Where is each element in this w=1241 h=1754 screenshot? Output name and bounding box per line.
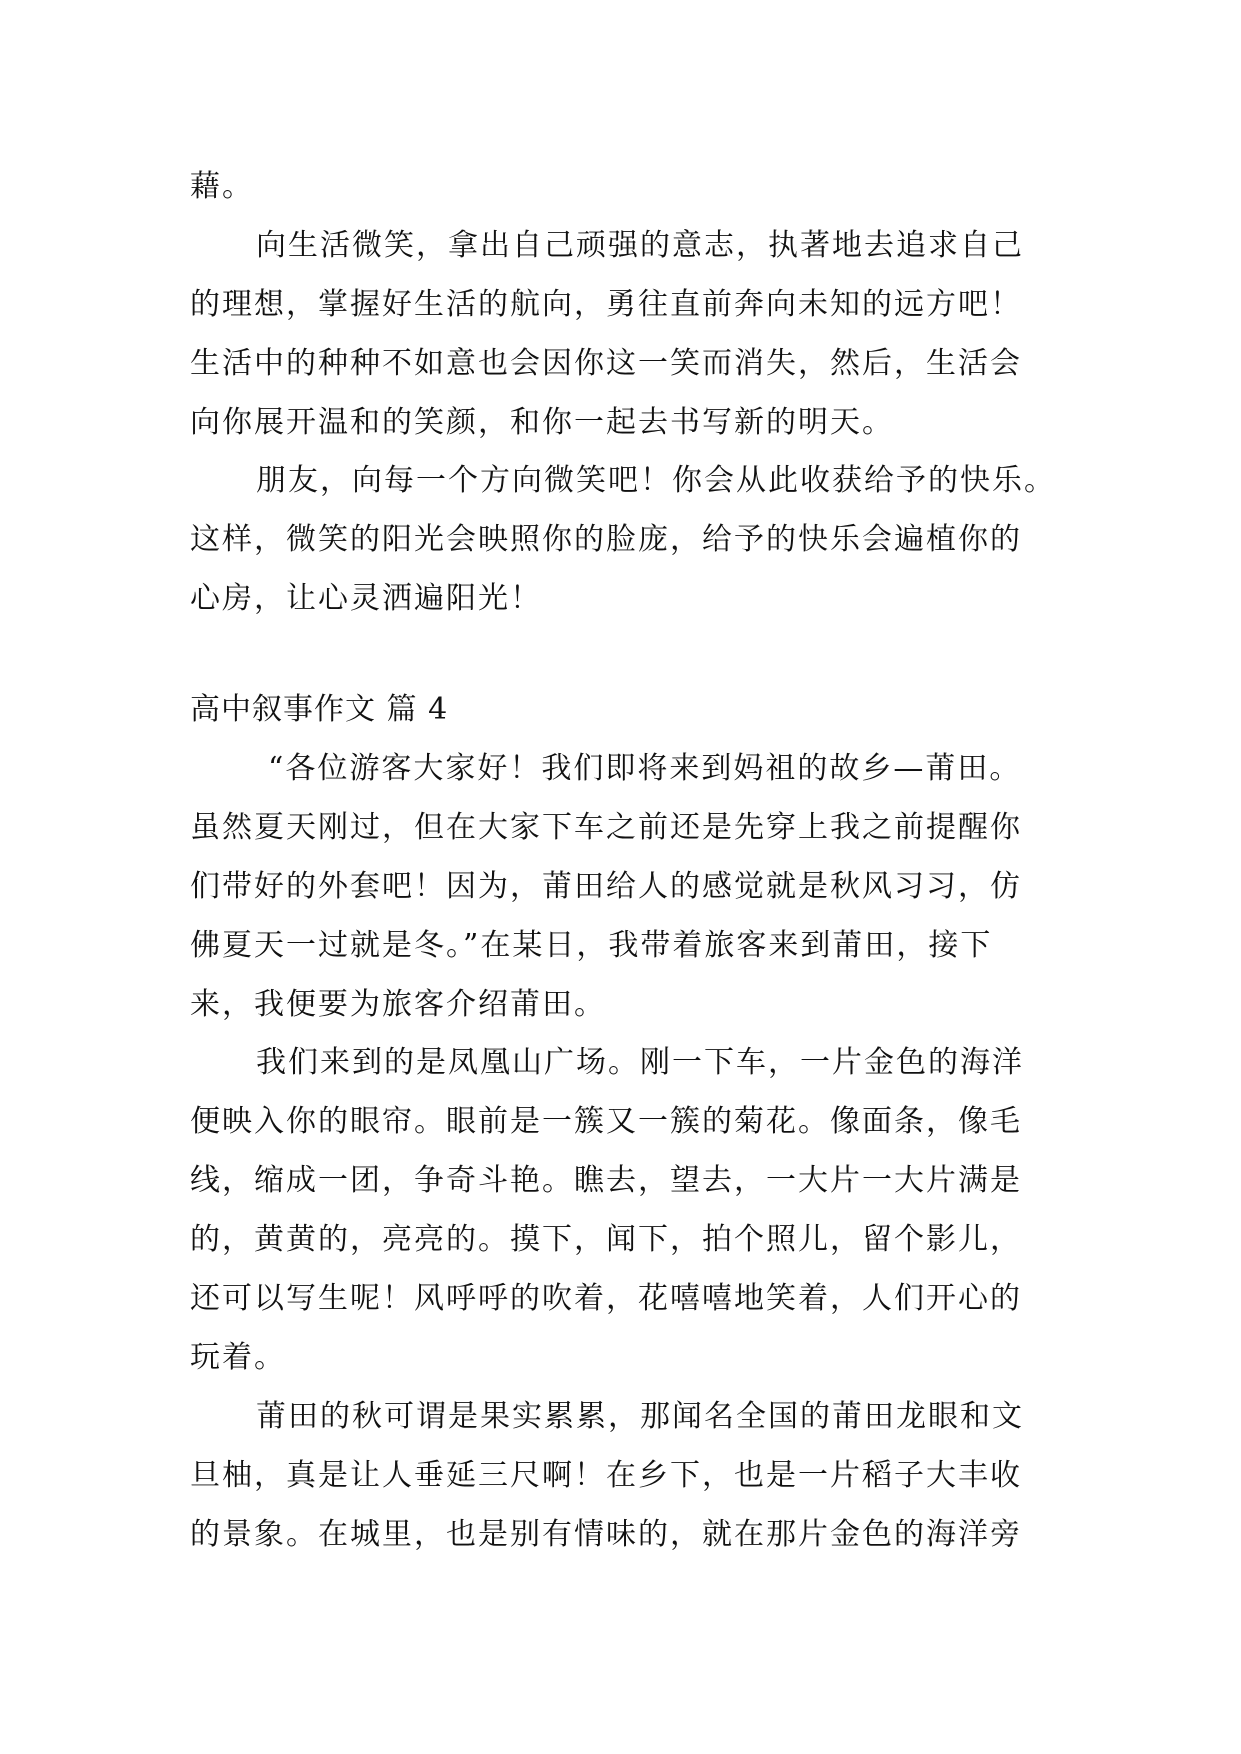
paragraph-line: 莆田的秋可谓是果实累累，那闻名全国的莆田龙眼和文 — [256, 1398, 1024, 1434]
section-heading: 高中叙事作文 篇 4 — [190, 692, 449, 728]
paragraph-line: 向生活微笑，拿出自己顽强的意志，执著地去追求自己 — [256, 227, 1024, 263]
paragraph-line: 佛夏天一过就是冬。”在某日，我带着旅客来到莆田，接下 — [190, 927, 993, 963]
paragraph-line: 线，缩成一团，争奇斗艳。瞧去，望去，一大片一大片满是 — [190, 1163, 1022, 1199]
paragraph-line: 来，我便要为旅客介绍莆田。 — [190, 986, 606, 1022]
paragraph-line: 的景象。在城里，也是别有情味的，就在那片金色的海洋旁 — [190, 1516, 1022, 1552]
paragraph-line: 便映入你的眼帘。眼前是一簇又一簇的菊花。像面条，像毛 — [190, 1104, 1022, 1140]
paragraph-line: 旦柚，真是让人垂延三尺啊！在乡下，也是一片稻子大丰收 — [190, 1457, 1022, 1493]
paragraph-line: 向你展开温和的笑颜，和你一起去书写新的明天。 — [190, 404, 894, 440]
paragraph-line: 们带好的外套吧！因为，莆田给人的感觉就是秋风习习，仿 — [190, 868, 1022, 904]
document-body — [190, 158, 1080, 1564]
paragraph-line: 我们来到的是凤凰山广场。刚一下车，一片金色的海洋 — [256, 1045, 1024, 1081]
paragraph-line: 朋友，向每一个方向微笑吧！你会从此收获给予的快乐。 — [256, 463, 1056, 499]
paragraph-line: 藉。 — [190, 169, 254, 204]
paragraph-line: 的理想，掌握好生活的航向，勇往直前奔向未知的远方吧！ — [190, 286, 1022, 322]
paragraph-line: 虽然夏天刚过，但在大家下车之前还是先穿上我之前提醒你 — [190, 809, 1022, 845]
paragraph-line: 这样，微笑的阳光会映照你的脸庞，给予的快乐会遍植你的 — [190, 522, 1022, 558]
paragraph-line: 玩着。 — [190, 1339, 286, 1375]
paragraph-line: 还可以写生呢！风呼呼的吹着，花嘻嘻地笑着，人们开心的 — [190, 1281, 1022, 1317]
paragraph-line: 的，黄黄的，亮亮的。摸下，闻下，拍个照儿，留个影儿， — [190, 1222, 1022, 1258]
paragraph-line: “各位游客大家好！我们即将来到妈祖的故乡—莆田。 — [268, 751, 1022, 787]
paragraph-line: 心房，让心灵洒遍阳光！ — [190, 581, 542, 617]
paragraph-line: 生活中的种种不如意也会因你这一笑而消失，然后，生活会 — [190, 345, 1022, 381]
